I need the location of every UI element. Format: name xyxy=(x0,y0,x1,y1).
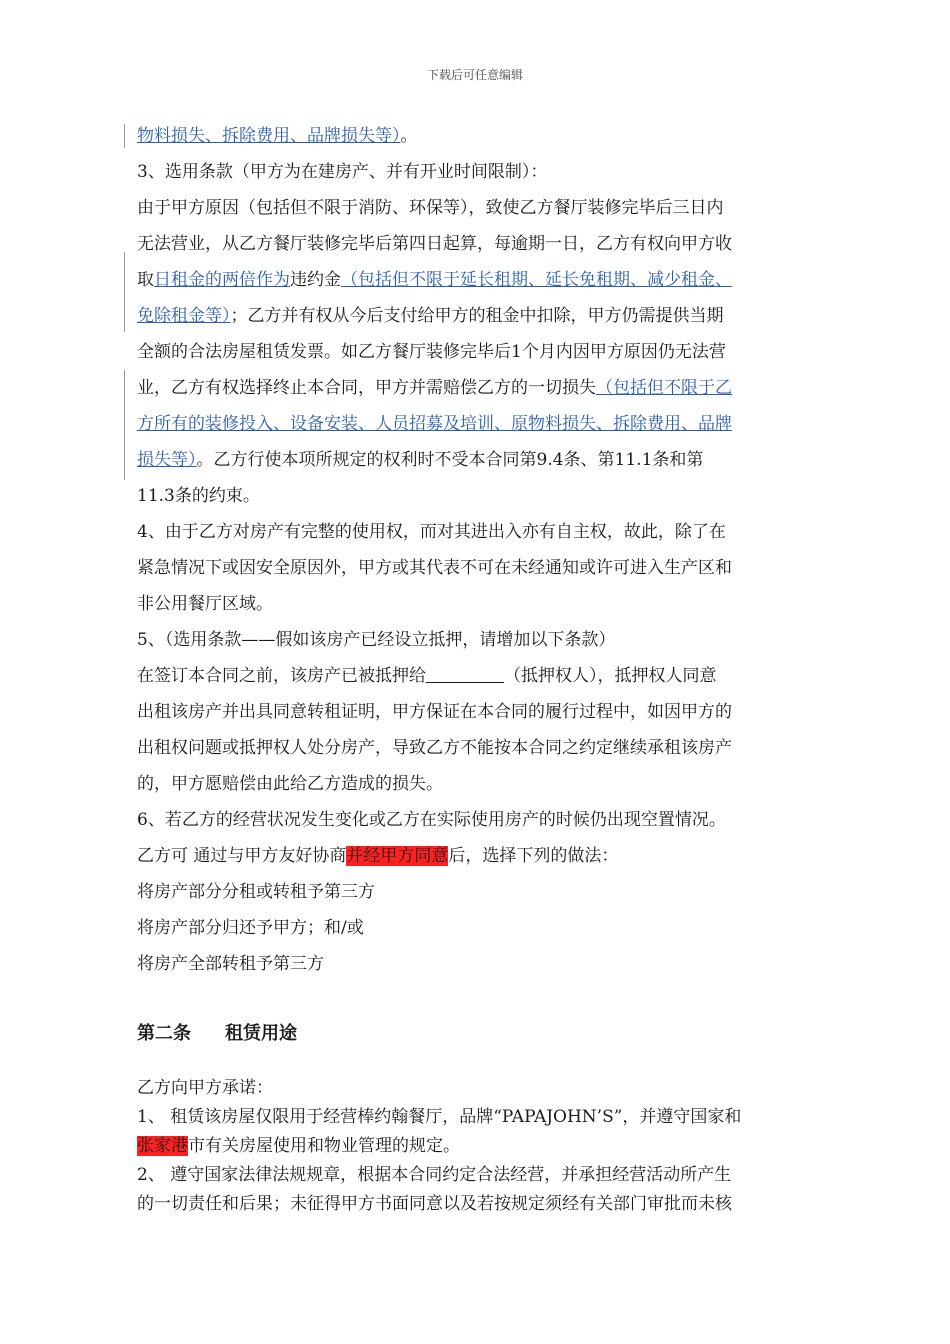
text-segment: 非公用餐厅区域。 xyxy=(137,594,273,614)
inserted-text: （包括但不限于乙 xyxy=(596,378,732,398)
highlighted-text: 并经甲方同意 xyxy=(346,846,449,866)
option-item: 将房产部分归还予甲方；和/或 xyxy=(137,918,364,938)
option-item: 将房产全部转租予第三方 xyxy=(137,954,324,974)
text-segment: 3、选用条款（甲方为在建房产、并有开业时间限制）： xyxy=(137,162,548,182)
document-body xyxy=(137,118,817,1219)
section-heading xyxy=(137,1016,817,1052)
consult-line xyxy=(137,838,817,874)
text-segment: 。乙方行使本项所规定的权利时不受本合同第9.4条、第11.1条和第 xyxy=(196,450,704,470)
text-segment: 无法营业，从乙方餐厅装修完毕后第四日起算，每逾期一日，乙方有权向甲方收 xyxy=(137,234,732,254)
text-line xyxy=(137,298,817,334)
text-segment: 由于甲方原因（包括但不限于消防、环保等），致使乙方餐厅装修完毕后三日内 xyxy=(137,198,724,218)
mortgage-before: 在签订本合同之前，该房产已被抵押给 xyxy=(137,666,426,686)
inserted-text: 方所有的装修投入、设备安装、人员招募及培训、原物料损失、拆除费用、品牌 xyxy=(137,414,732,434)
text-line: 的，甲方愿赔偿由此给乙方造成的损失。 xyxy=(137,774,443,794)
text-segment: 。 xyxy=(400,126,418,146)
section-intro: 乙方向甲方承诺： xyxy=(137,1078,273,1098)
text-segment: ；乙方并有权从今后支付给甲方的租金中扣除，甲方仍需提供当期 xyxy=(230,306,724,326)
text-line xyxy=(137,550,817,586)
mortgagee-blank xyxy=(426,664,504,683)
page-header: 下载后可任意编辑 xyxy=(426,68,523,82)
section-title: 租赁用途 xyxy=(225,1023,297,1044)
use-item-1-rest: 市有关房屋使用和物业管理的规定。 xyxy=(188,1136,460,1156)
revision-bar xyxy=(124,124,125,148)
use-item-1-line-1: 1、 租赁该房屋仅限用于经营棒约翰餐厅，品牌“PAPAJOHN’S”，并遵守国家和 xyxy=(137,1107,742,1127)
text-segment: 5、（选用条款——假如该房产已经设立抵押，请增加以下条款） xyxy=(137,630,616,650)
revision-bar xyxy=(124,370,125,480)
text-line: 6、若乙方的经营状况发生变化或乙方在实际使用房产的时候仍出现空置情况。 xyxy=(137,810,726,830)
mortgage-after: （抵押权人），抵押权人同意 xyxy=(504,666,717,686)
clause-block-1 xyxy=(137,118,817,658)
inserted-text: 损失等） xyxy=(137,450,197,470)
text-line xyxy=(137,154,817,190)
text-line xyxy=(137,226,817,262)
text-line xyxy=(137,622,817,658)
text-line: 出租权问题或抵押权人处分房产，导致乙方不能按本合同之约定继续承租该房产 xyxy=(137,738,732,758)
text-line xyxy=(137,406,817,442)
text-segment: 取 xyxy=(137,270,154,290)
inserted-text: 物料损失、拆除费用、品牌损失等） xyxy=(137,126,401,146)
text-line xyxy=(137,334,817,370)
consult-after: 后，选择下列的做法： xyxy=(448,846,619,866)
text-segment: 业，乙方有权选择终止本合同，甲方并需赔偿乙方的一切损失 xyxy=(137,378,596,398)
use-item-1-line-2 xyxy=(137,1132,817,1161)
clause-block-2 xyxy=(137,694,817,838)
mortgage-line xyxy=(137,658,817,694)
consult-before: 乙方可 通过与甲方友好协商 xyxy=(137,846,347,866)
highlighted-city: 张家港 xyxy=(137,1136,188,1156)
text-line xyxy=(137,478,817,514)
text-line xyxy=(137,118,817,154)
use-item-2-line-2: 的一切责任和后果；未征得甲方书面同意以及若按规定须经有关部门审批而未核 xyxy=(137,1194,732,1214)
text-line xyxy=(137,514,817,550)
text-line xyxy=(137,190,817,226)
text-segment: 4、由于乙方对房产有完整的使用权，而对其进出入亦有自主权，故此，除了在 xyxy=(137,522,726,542)
text-line xyxy=(137,586,817,622)
text-line xyxy=(137,370,817,406)
inserted-text: （包括但不限于延长租期、延长免租期、减少租金、 xyxy=(341,270,732,290)
text-segment: 11.3条的约束。 xyxy=(137,486,260,506)
revision-bar xyxy=(124,252,125,332)
use-item-2-line-1: 2、 遵守国家法律法规规章，根据本合同约定合法经营，并承担经营活动所产生 xyxy=(137,1165,732,1185)
section-number: 第二条 xyxy=(137,1023,191,1044)
text-line xyxy=(137,262,817,298)
inserted-text: 日租金的两倍作为 xyxy=(154,270,290,290)
text-line xyxy=(137,442,817,478)
option-item: 将房产部分分租或转租予第三方 xyxy=(137,882,375,902)
inserted-text: 免除租金等） xyxy=(137,306,231,326)
text-segment: 违约金 xyxy=(290,270,341,290)
text-segment: 全额的合法房屋租赁发票。如乙方餐厅装修完毕后1个月内因甲方原因仍无法营 xyxy=(137,342,726,362)
option-list xyxy=(137,874,817,982)
text-segment: 紧急情况下或因安全原因外，甲方或其代表不可在未经通知或许可进入生产区和 xyxy=(137,558,732,578)
text-line: 出租该房产并出具同意转租证明，甲方保证在本合同的履行过程中，如因甲方的 xyxy=(137,702,732,722)
